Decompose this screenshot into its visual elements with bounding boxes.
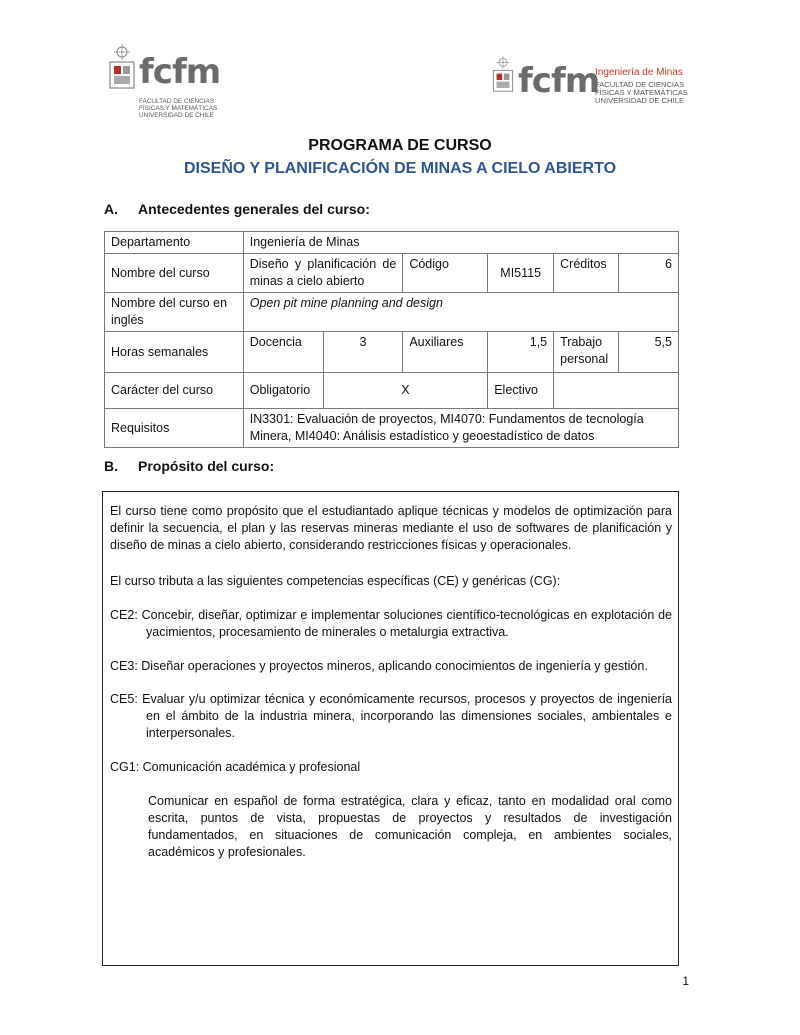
table-row (105, 293, 679, 332)
competency-cg1: CG1: Comunicación académica y profesional (110, 760, 361, 774)
section-title: Propósito del curso: (138, 458, 275, 474)
section-letter: B. (104, 458, 118, 474)
faculty-line: UNIVERSIDAD DE CHILE (595, 96, 685, 105)
requisitos-label: Requisitos (105, 409, 244, 448)
creditos-label: Créditos (554, 254, 619, 293)
auxiliares-value: 1,5 (488, 332, 554, 373)
obligatorio-mark: X (323, 373, 488, 409)
trabajo-label: Trabajo personal (554, 332, 619, 373)
codigo-value: MI5115 (488, 254, 554, 293)
table-row (105, 232, 679, 254)
competency-cg1-description: Comunicar en español de forma estratégica, clara y eficaz, tanto en modalidad oral como escrita, puntos de vista, propuestas de proyectos y resultados de investigación fundamentados, en situaciones de comunicación compleja, en ambientes sociales, académicos y profesionales. (148, 794, 672, 859)
university-seal-icon (107, 44, 137, 104)
course-info-table (104, 231, 679, 448)
electivo-label: Electivo (488, 373, 554, 409)
table-row (105, 332, 679, 373)
department-name: Ingeniería de Minas (595, 67, 683, 78)
section-title: Antecedentes generales del curso: (138, 201, 370, 217)
purpose-paragraph: El curso tiene como propósito que el estudiantado aplique técnicas y modelos de optimización para definir la secuencia, el plan y las reservas mineras mediante el uso de softwares de planificación y diseño de minas a cielo abierto, considerando restricciones físicas y operacionales. (110, 504, 672, 552)
table-row (105, 254, 679, 293)
auxiliares-label: Auxiliares (403, 332, 488, 373)
requisitos-value: IN3301: Evaluación de proyectos, MI4070: Fundamentos de tecnología Minera, MI4040: Análisis estadístico y geoestadístico de datos (243, 409, 678, 448)
creditos-value: 6 (619, 254, 679, 293)
table-row (105, 409, 679, 448)
competencies-intro: El curso tributa a las siguientes competencias específicas (CE) y genéricas (CG): (110, 574, 561, 588)
faculty-line: FÍSICAS Y MATEMÁTICAS (139, 105, 218, 112)
fcfm-logo-left (107, 44, 219, 122)
docencia-label: Docencia (243, 332, 323, 373)
docencia-value: 3 (323, 332, 403, 373)
fcfm-wordmark: fcfm (518, 61, 600, 101)
document-title: PROGRAMA DE CURSO (308, 137, 492, 154)
section-b-heading (104, 458, 274, 474)
fcfm-wordmark: fcfm (139, 52, 221, 92)
caracter-label: Carácter del curso (105, 373, 244, 409)
nombre-label: Nombre del curso (105, 254, 244, 293)
faculty-line: FÍSICAS Y MATEMÁTICAS (595, 88, 688, 97)
section-letter: A. (104, 201, 118, 217)
purpose-box (102, 491, 679, 966)
departamento-label: Departamento (105, 232, 244, 254)
faculty-line: UNIVERSIDAD DE CHILE (139, 112, 214, 119)
ingles-value: Open pit mine planning and design (243, 293, 678, 332)
faculty-line: FACULTAD DE CIENCIAS (139, 98, 215, 105)
fcfm-mining-logo-right (491, 55, 691, 111)
nombre-value: Diseño y planificación de minas a cielo abierto (243, 254, 403, 293)
course-title: DISEÑO Y PLANIFICACIÓN DE MINAS A CIELO ABIERTO (183, 160, 617, 177)
faculty-line: FACULTAD DE CIENCIAS (595, 80, 685, 89)
departamento-value: Ingeniería de Minas (243, 232, 678, 254)
competency-ce5: CE5: Evaluar y/u optimizar técnica y económicamente recursos, procesos y proyectos de ingeniería en el ámbito de la industria minera, incorporando las dimensiones sociales, ambientales e interpersonales. (110, 692, 672, 740)
codigo-label: Código (403, 254, 488, 293)
university-seal-icon (491, 55, 515, 105)
table-row (105, 373, 679, 409)
page-number: 1 (682, 974, 689, 988)
competency-ce2: CE2: Concebir, diseñar, optimizar e implementar soluciones científico-tecnológicas en explotación de yacimientos, procesamiento de minerales o metalurgia extractiva. (110, 608, 672, 639)
competency-ce3: CE3: Diseñar operaciones y proyectos mineros, aplicando conocimientos de ingeniería y gestión. (110, 659, 648, 673)
ingles-label: Nombre del curso en inglés (105, 293, 244, 332)
horas-label: Horas semanales (105, 332, 244, 373)
section-a-heading (104, 201, 370, 217)
trabajo-value: 5,5 (619, 332, 679, 373)
obligatorio-label: Obligatorio (243, 373, 323, 409)
electivo-value (554, 373, 679, 409)
